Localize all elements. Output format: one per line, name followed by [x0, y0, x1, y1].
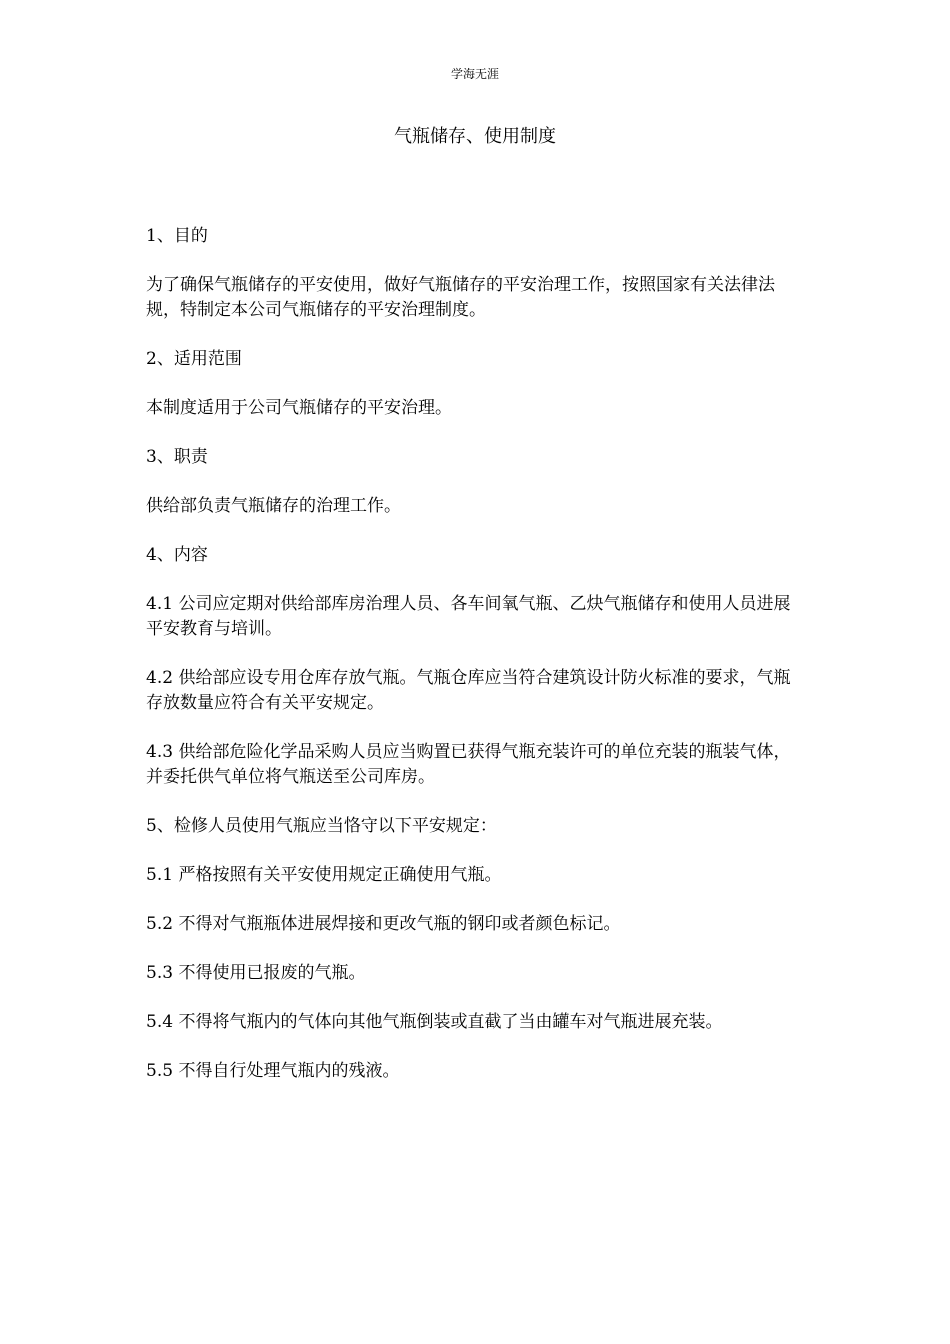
clause-5-1: 5.1 严格按照有关平安使用规定正确使用气瓶。	[146, 865, 502, 885]
paragraph-purpose: 为了确保气瓶储存的平安使用，做好气瓶储存的平安治理工作，按照国家有关法律法规，特制定本公司气瓶储存的平安治理制度。	[146, 275, 775, 320]
clause-5-3: 5.3 不得使用已报废的气瓶。	[146, 963, 366, 983]
document-body	[146, 224, 806, 1108]
clause-5-2: 5.2 不得对气瓶瓶体进展焊接和更改气瓶的钢印或者颜色标记。	[146, 914, 621, 934]
section-heading-purpose: 1、目的	[146, 226, 208, 246]
clause-5-4: 5.4 不得将气瓶内的气体向其他气瓶倒装或直截了当由罐车对气瓶进展充装。	[146, 1012, 723, 1032]
section-heading-rules: 5、检修人员使用气瓶应当恪守以下平安规定：	[146, 816, 497, 836]
section-heading-scope: 2、适用范围	[146, 349, 242, 369]
clause-5-5: 5.5 不得自行处理气瓶内的残液。	[146, 1061, 400, 1081]
paragraph-scope: 本制度适用于公司气瓶储存的平安治理。	[146, 398, 452, 418]
clause-4-2: 4.2 供给部应设专用仓库存放气瓶。气瓶仓库应当符合建筑设计防火标准的要求，气瓶存放数量应符合有关平安规定。	[146, 668, 791, 713]
page-header: 学海无涯	[450, 67, 499, 81]
paragraph-duties: 供给部负责气瓶储存的治理工作。	[146, 496, 401, 516]
document-title: 气瓶储存、使用制度	[394, 126, 556, 147]
clause-4-3: 4.3 供给部危险化学品采购人员应当购置已获得气瓶充装许可的单位充装的瓶装气体，并委托供气单位将气瓶送至公司库房。	[146, 742, 791, 787]
section-heading-content: 4、内容	[146, 545, 208, 565]
clause-4-1: 4.1 公司应定期对供给部库房治理人员、各车间氧气瓶、乙炔气瓶储存和使用人员进展平安教育与培训。	[146, 594, 791, 639]
section-heading-duties: 3、职责	[146, 447, 208, 467]
